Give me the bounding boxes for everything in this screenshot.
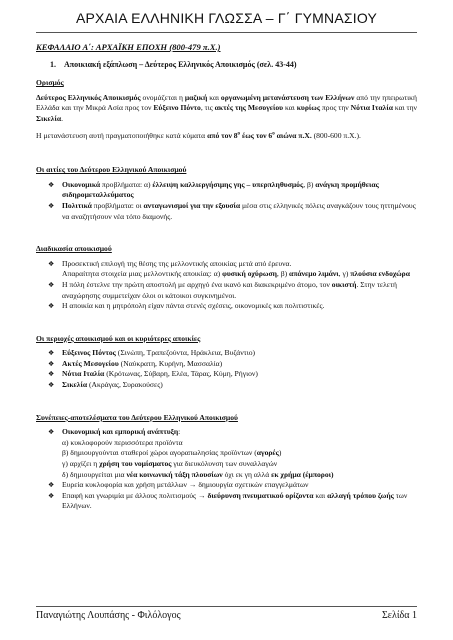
subchapter-text: Αποικιακή εξάπλωση – Δεύτερος Ελληνικός Αποικισμός (σελ. 43-44) [64,59,297,69]
diamond-bullet-icon: ❖ [48,428,55,437]
footer-author: Παναγιώτης Λουπάσης - Φιλόλογος [36,610,181,621]
list-item-text: Προσεκτική επιλογή της θέσης της μελλοντικής αποικίας μετά από έρευνα. Απαραίτητα στοιχεία μιας μελλοντικής αποικίας: α) φυσική οχύρωση, β) απάνεμο λιμάνι, γ) πλούσια ενδοχώρα [62,258,410,279]
section-heading-causes: Οι αιτίες του Δεύτερου Ελληνικού Αποικισμού [36,165,187,175]
diamond-bullet-icon: ❖ [48,280,55,289]
list-item-text: Η αποικία και η μητρόπολη είχαν πάντα στενές σχέσεις, οικονομικές και πολιτιστικές. [62,301,325,311]
diamond-bullet-icon: ❖ [48,491,55,500]
list-item-text: Ακτές Μεσογείου (Ναύκρατη, Κυρήνη, Μασσαλία) [62,358,223,368]
list-item-text: Η πόλη έστελνε την πρώτη αποστολή με αρχηγό ένα ικανό και διακεκριμένο άτομο, τον οικιστή. Στην τελετή αναχώρησης συμμετείχαν όλοι οι κάτοικοι συγκινημένοι. [62,279,398,300]
diamond-bullet-icon: ❖ [48,359,55,368]
list-item [48,180,417,201]
diamond-bullet-icon: ❖ [48,302,55,311]
diamond-bullet-icon: ❖ [48,180,55,189]
list-item [48,369,417,380]
definition-period-paragraph: Η μετανάστευση αυτή πραγματοποιήθηκε κατά κύματα από τον $8^o$ έως τον $6^o$ αιώνα π.Χ. (800-600 π.Χ.). [36,130,361,140]
section-heading-regions: Οι περιοχές αποικισμού και οι κυριότερες αποικίες [36,333,201,343]
consequences-list [36,427,417,512]
subchapter-title [50,60,417,71]
list-item [48,427,417,480]
list-item [48,280,417,301]
list-item-text: Επαφή και γνωριμία με άλλους πολιτισμούς → διεύρυνση πνευματικού ορίζοντα και αλλαγή τρόπου ζωής των Ελλήνων. [62,490,408,511]
list-item [48,259,417,280]
process-list [36,259,417,312]
page-header-title: ΑΡΧΑΙΑ ΕΛΛΗΝΙΚΗ ΓΛΩΣΣΑ – Γ΄ ΓΥΜΝΑΣΙΟΥ [75,10,377,26]
list-item [48,491,417,512]
footer-page-number: Σελίδα 1 [381,610,417,621]
list-item-text: Οικονομικά προβλήματα: α) έλλειψη καλλιεργήσιμης γης – υπερπληθυσμός, β) ανάγκη προμήθειας σιδηρομεταλλεύματος [62,179,379,200]
section-heading-consequences: Συνέπειες-αποτελέσματα του Δεύτερου Ελληνικού Αποικισμού [36,412,238,422]
regions-list [36,348,417,390]
list-item [48,301,417,312]
list-item-text: Ευρεία κυκλοφορία και χρήση μετάλλων → δημιουργία σχετικών επαγγελμάτων [62,480,309,490]
causes-list [36,180,417,222]
diamond-bullet-icon: ❖ [48,381,55,390]
list-item-text: Εύξεινος Πόντος (Σινώπη, Τραπεζούντα, Ηράκλεια, Βυζάντιο) [62,348,256,358]
section-heading-process: Διαδικασία αποικισμού [36,244,112,254]
diamond-bullet-icon: ❖ [48,481,55,490]
page-footer [36,610,417,621]
footer-divider [36,606,417,607]
section-heading-definition: Ορισμός [36,78,64,88]
header-divider [36,32,417,33]
list-item-text: Σικελία (Ακράγας, Συρακούσες) [62,380,163,390]
diamond-bullet-icon: ❖ [48,259,55,268]
definition-paragraph: Δεύτερος Ελληνικός Αποικισμός ονομάζεται η μαζική και οργανωμένη μετανάστευση των Ελλήνων από την ηπειρωτική Ελλάδα και την Μικρά Ασία προς τον Εύξεινο Πόντο, τις ακτές της Μεσογείου και κυρίως προς την Νότια Ιταλία και την Σικελία. [36,92,417,123]
subchapter-number: 1. [50,59,56,69]
diamond-bullet-icon: ❖ [48,201,55,210]
list-item [48,380,417,391]
diamond-bullet-icon: ❖ [48,349,55,358]
list-item [48,348,417,359]
page-content [36,42,417,516]
diamond-bullet-icon: ❖ [48,370,55,379]
list-item [48,359,417,370]
list-item-text: Πολιτικά προβλήματα: οι ανταγωνισμοί για την εξουσία μέσα στις ελληνικές πόλεις αναγκάζουν τους ηττημένους να αναζητήσουν νέα τόπο διαμονής. [62,200,416,221]
list-item [48,201,417,222]
list-item-text: Νότια Ιταλία (Κρότωνας, Σύβαρη, Ελέα, Τάρας, Κύμη, Ρήγιον) [62,369,258,379]
list-item [48,480,417,491]
chapter-title: ΚΕΦΑΛΑΙΟ Α΄: ΑΡΧΑΪΚΗ ΕΠΟΧΗ (800-479 π.Χ.) [36,42,221,52]
list-item-text: Οικονομική και εμπορική ανάπτυξη: α) κυκλοφορούν περισσότερα προϊόντα β) δημιουργούνται σταθεροί χώροι αγοραπωλησίας προϊόντων (αγορές) γ) αρχίζει η χρήση του νομίσματος για διευκόλυνση των συναλλαγών δ) δημιουργείται μια νέα κοινωνική τάξη πλουσίων όχι εκ γη αλλά εκ χρήμα (έμποροι) [62,427,334,479]
